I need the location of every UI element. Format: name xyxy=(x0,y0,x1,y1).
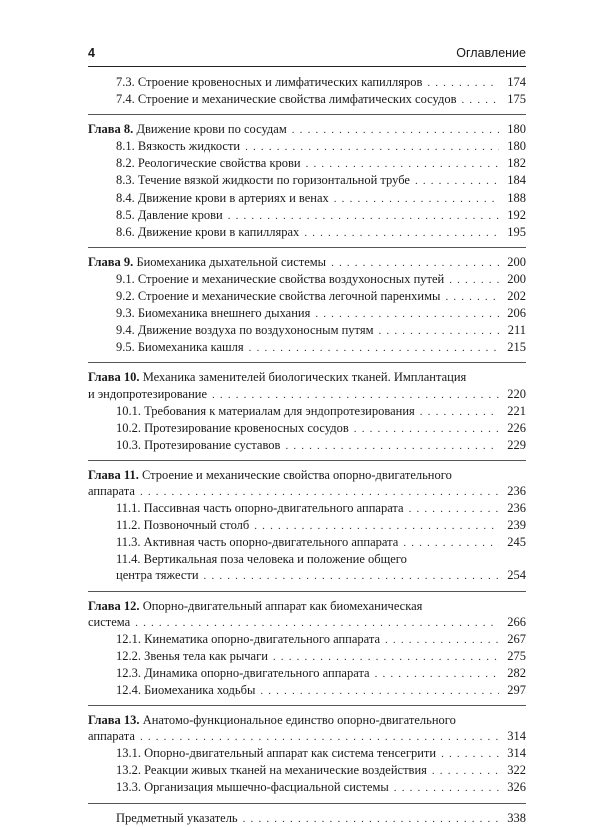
running-title: Оглавление xyxy=(456,46,526,60)
toc-entry xyxy=(88,207,526,224)
chapter-title xyxy=(88,369,466,385)
entry-title: 12.4. Биомеханика ходьбы xyxy=(116,683,256,697)
dot-leader xyxy=(354,421,499,437)
entry-title: 8.6. Движение крови в капиллярах xyxy=(116,224,300,239)
entry-title: Предметный указатель xyxy=(116,810,238,825)
entry-title: 10.3. Протезирование суставов xyxy=(116,437,281,452)
chapter-title xyxy=(88,121,287,137)
dot-leader xyxy=(379,323,499,339)
entry-title: 7.3. Строение кровеносных и лимфатических капилляров xyxy=(116,75,423,89)
page-ref: 282 xyxy=(507,665,526,680)
dot-leader xyxy=(394,780,499,796)
chapter-name: Механика заменителей биологических тканей. Имплантация xyxy=(139,370,467,385)
section-divider xyxy=(88,460,526,461)
page-number: 4 xyxy=(88,46,95,60)
dot-leader xyxy=(306,156,499,172)
entry-title: 11.3. Активная часть опорно-двигательного аппарата xyxy=(116,535,399,550)
entry-title: 13.3. Организация мышечно-фасциальной системы xyxy=(116,780,389,795)
toc-entry xyxy=(88,155,526,172)
chapter-name: Строение и механические свойства опорно-двигательного xyxy=(138,467,452,482)
dot-leader xyxy=(260,683,499,699)
page-ref: 254 xyxy=(507,568,526,583)
toc-entry xyxy=(88,403,526,420)
section-divider xyxy=(88,362,526,363)
entry-title: 10.2. Протезирование кровеносных сосудов xyxy=(116,420,349,435)
page-ref: 206 xyxy=(507,306,526,321)
chapter-number: Глава 12. xyxy=(88,598,140,613)
dot-leader xyxy=(409,501,499,517)
page-ref: 195 xyxy=(507,224,526,239)
toc-entry xyxy=(88,665,526,682)
dot-leader xyxy=(441,746,499,762)
page-ref: 236 xyxy=(507,501,526,516)
dot-leader xyxy=(427,75,499,91)
chapter-heading xyxy=(88,254,526,271)
dot-leader xyxy=(212,387,499,403)
toc-entry xyxy=(88,648,526,665)
dot-leader xyxy=(243,811,499,827)
entry-title: 12.1. Кинематика опорно-двигательного аппарата xyxy=(116,631,381,646)
chapter-number: Глава 13. xyxy=(88,713,140,728)
toc-entry xyxy=(88,631,526,648)
chapter-heading xyxy=(88,369,526,385)
toc-entry xyxy=(88,551,526,567)
dot-leader xyxy=(273,649,499,665)
chapter-heading-continuation xyxy=(88,728,526,745)
page-ref: 188 xyxy=(507,190,526,205)
page-ref: 220 xyxy=(507,386,526,401)
dot-leader xyxy=(420,404,499,420)
chapter-heading xyxy=(88,712,526,728)
dot-leader xyxy=(249,340,499,356)
entry-title: 8.3. Течение вязкой жидкости по горизонтальной трубе xyxy=(116,173,410,188)
entry-title: 13.2. Реакции живых тканей на механические воздействия xyxy=(116,763,427,778)
toc-entry xyxy=(88,745,526,762)
toc-entry xyxy=(88,288,526,305)
page-header xyxy=(88,46,526,64)
entry-title: 7.4. Строение и механические свойства лимфатических сосудов xyxy=(116,92,457,107)
dot-leader xyxy=(140,729,499,745)
toc-entry xyxy=(88,172,526,189)
section-divider xyxy=(88,247,526,248)
dot-leader xyxy=(292,122,499,138)
entry-title: 12.2. Звенья тела как рычаги xyxy=(116,648,268,663)
dot-leader xyxy=(334,191,499,207)
entry-title: 13.1. Опорно-двигательный аппарат как система тенсегрити xyxy=(116,746,437,761)
toc-entry xyxy=(88,420,526,437)
dot-leader xyxy=(304,225,499,241)
chapter-heading xyxy=(88,598,526,614)
chapter-heading xyxy=(88,467,526,483)
toc-entry xyxy=(88,437,526,454)
entry-title: 8.1. Вязкость жидкости xyxy=(116,139,241,154)
page-ref: 200 xyxy=(507,254,526,269)
page-ref: 174 xyxy=(507,75,526,89)
chapter-heading xyxy=(88,121,526,138)
table-of-contents xyxy=(88,74,526,827)
entry-title: 8.2. Реологические свойства крови xyxy=(116,156,301,171)
page-ref: 211 xyxy=(507,323,526,338)
toc-entry xyxy=(88,322,526,339)
toc-entry xyxy=(88,517,526,534)
entry-title-continuation: центра тяжести xyxy=(116,568,199,583)
dot-leader xyxy=(385,632,499,648)
page-ref: 267 xyxy=(507,631,526,646)
dot-leader xyxy=(432,763,499,779)
dot-leader xyxy=(449,272,499,288)
toc-entry xyxy=(88,305,526,322)
entry-title: 12.3. Динамика опорно-двигательного аппарата xyxy=(116,665,370,680)
entry-title: 9.3. Биомеханика внешнего дыхания xyxy=(116,306,311,321)
page-ref: 202 xyxy=(507,289,526,304)
chapter-name: Анатомо-функциональное единство опорно-двигательного xyxy=(139,713,456,728)
entry-title: 8.4. Движение крови в артериях и венах xyxy=(116,190,329,205)
toc-entry xyxy=(88,91,526,108)
page-ref: 245 xyxy=(507,535,526,550)
chapter-name: Биомеханика дыхательной системы xyxy=(133,254,327,269)
toc-entry xyxy=(88,762,526,779)
chapter-title xyxy=(88,598,422,614)
chapter-number: Глава 11. xyxy=(88,467,139,482)
chapter-number: Глава 8. xyxy=(88,122,134,137)
dot-leader xyxy=(462,92,499,108)
chapter-number: Глава 9. xyxy=(88,254,134,269)
dot-leader xyxy=(140,484,499,500)
dot-leader xyxy=(254,518,499,534)
section-divider xyxy=(88,705,526,706)
page-ref: 215 xyxy=(507,340,526,355)
entry-title: 10.1. Требования к материалам для эндопротезирования xyxy=(116,403,415,418)
page-ref: 326 xyxy=(507,780,526,795)
chapter-name-continuation: система xyxy=(88,614,131,629)
dot-leader xyxy=(403,535,499,551)
page-ref: 180 xyxy=(507,139,526,154)
toc-entry xyxy=(88,271,526,288)
entry-title: 8.5. Давление крови xyxy=(116,207,223,222)
toc-entry xyxy=(88,74,526,91)
chapter-heading-continuation xyxy=(88,386,526,403)
page-ref: 192 xyxy=(507,207,526,222)
dot-leader xyxy=(415,173,499,189)
entry-title: 9.1. Строение и механические свойства воздухоносных путей xyxy=(116,271,445,286)
toc-entry xyxy=(88,682,526,699)
page-ref: 200 xyxy=(507,271,526,286)
header-rule xyxy=(88,66,526,67)
chapter-name-continuation: аппарата xyxy=(88,483,135,498)
page-ref: 184 xyxy=(507,173,526,188)
page-ref: 182 xyxy=(507,156,526,171)
toc-entry xyxy=(88,339,526,356)
entry-title: 9.2. Строение и механические свойства легочной паренхимы xyxy=(116,289,441,304)
page-ref: 175 xyxy=(507,92,526,107)
entry-title: 11.2. Позвоночный столб xyxy=(116,518,250,533)
page-ref: 338 xyxy=(507,810,526,825)
section-divider xyxy=(88,114,526,115)
chapter-heading-continuation xyxy=(88,614,526,631)
toc-entry-continuation xyxy=(88,567,526,584)
dot-leader xyxy=(285,438,499,454)
section-divider xyxy=(88,803,526,804)
page-ref: 322 xyxy=(507,763,526,778)
chapter-title xyxy=(88,254,326,270)
dot-leader xyxy=(228,208,499,224)
page-ref: 239 xyxy=(507,518,526,533)
toc-entry xyxy=(88,190,526,207)
page-ref: 314 xyxy=(507,729,526,744)
toc-entry xyxy=(88,224,526,241)
chapter-name-continuation: аппарата xyxy=(88,729,135,744)
page-ref: 221 xyxy=(507,403,526,418)
page-ref: 180 xyxy=(507,122,526,137)
entry-title: 9.5. Биомеханика кашля xyxy=(116,340,244,355)
dot-leader xyxy=(135,615,499,631)
entry-title: 11.4. Вертикальная поза человека и положение общего xyxy=(116,552,407,567)
entry-title: 11.1. Пассивная часть опорно-двигательного аппарата xyxy=(116,501,404,516)
page-ref: 226 xyxy=(507,420,526,435)
page-ref: 275 xyxy=(507,648,526,663)
page-ref: 266 xyxy=(507,614,526,629)
dot-leader xyxy=(331,255,499,271)
dot-leader xyxy=(445,289,499,305)
page-ref: 314 xyxy=(507,746,526,761)
toc-entry xyxy=(88,500,526,517)
page-ref: 297 xyxy=(507,683,526,697)
chapter-heading-continuation xyxy=(88,483,526,500)
dot-leader xyxy=(375,666,499,682)
toc-entry xyxy=(88,779,526,796)
chapter-number: Глава 10. xyxy=(88,370,140,385)
chapter-name: Движение крови по сосудам xyxy=(133,122,287,137)
section-divider xyxy=(88,591,526,592)
dot-leader xyxy=(245,139,499,155)
toc-entry xyxy=(88,534,526,551)
dot-leader xyxy=(204,568,499,584)
page-ref: 229 xyxy=(507,437,526,452)
chapter-name: Опорно-двигательный аппарат как биомеханическая xyxy=(139,598,423,613)
chapter-title xyxy=(88,467,452,483)
chapter-name-continuation: и эндопротезирование xyxy=(88,386,208,401)
chapter-title xyxy=(88,712,456,728)
page-ref: 236 xyxy=(507,483,526,498)
entry-title: 9.4. Движение воздуха по воздухоносным путям xyxy=(116,323,374,338)
toc-entry xyxy=(88,810,526,827)
toc-entry xyxy=(88,138,526,155)
dot-leader xyxy=(315,306,499,322)
